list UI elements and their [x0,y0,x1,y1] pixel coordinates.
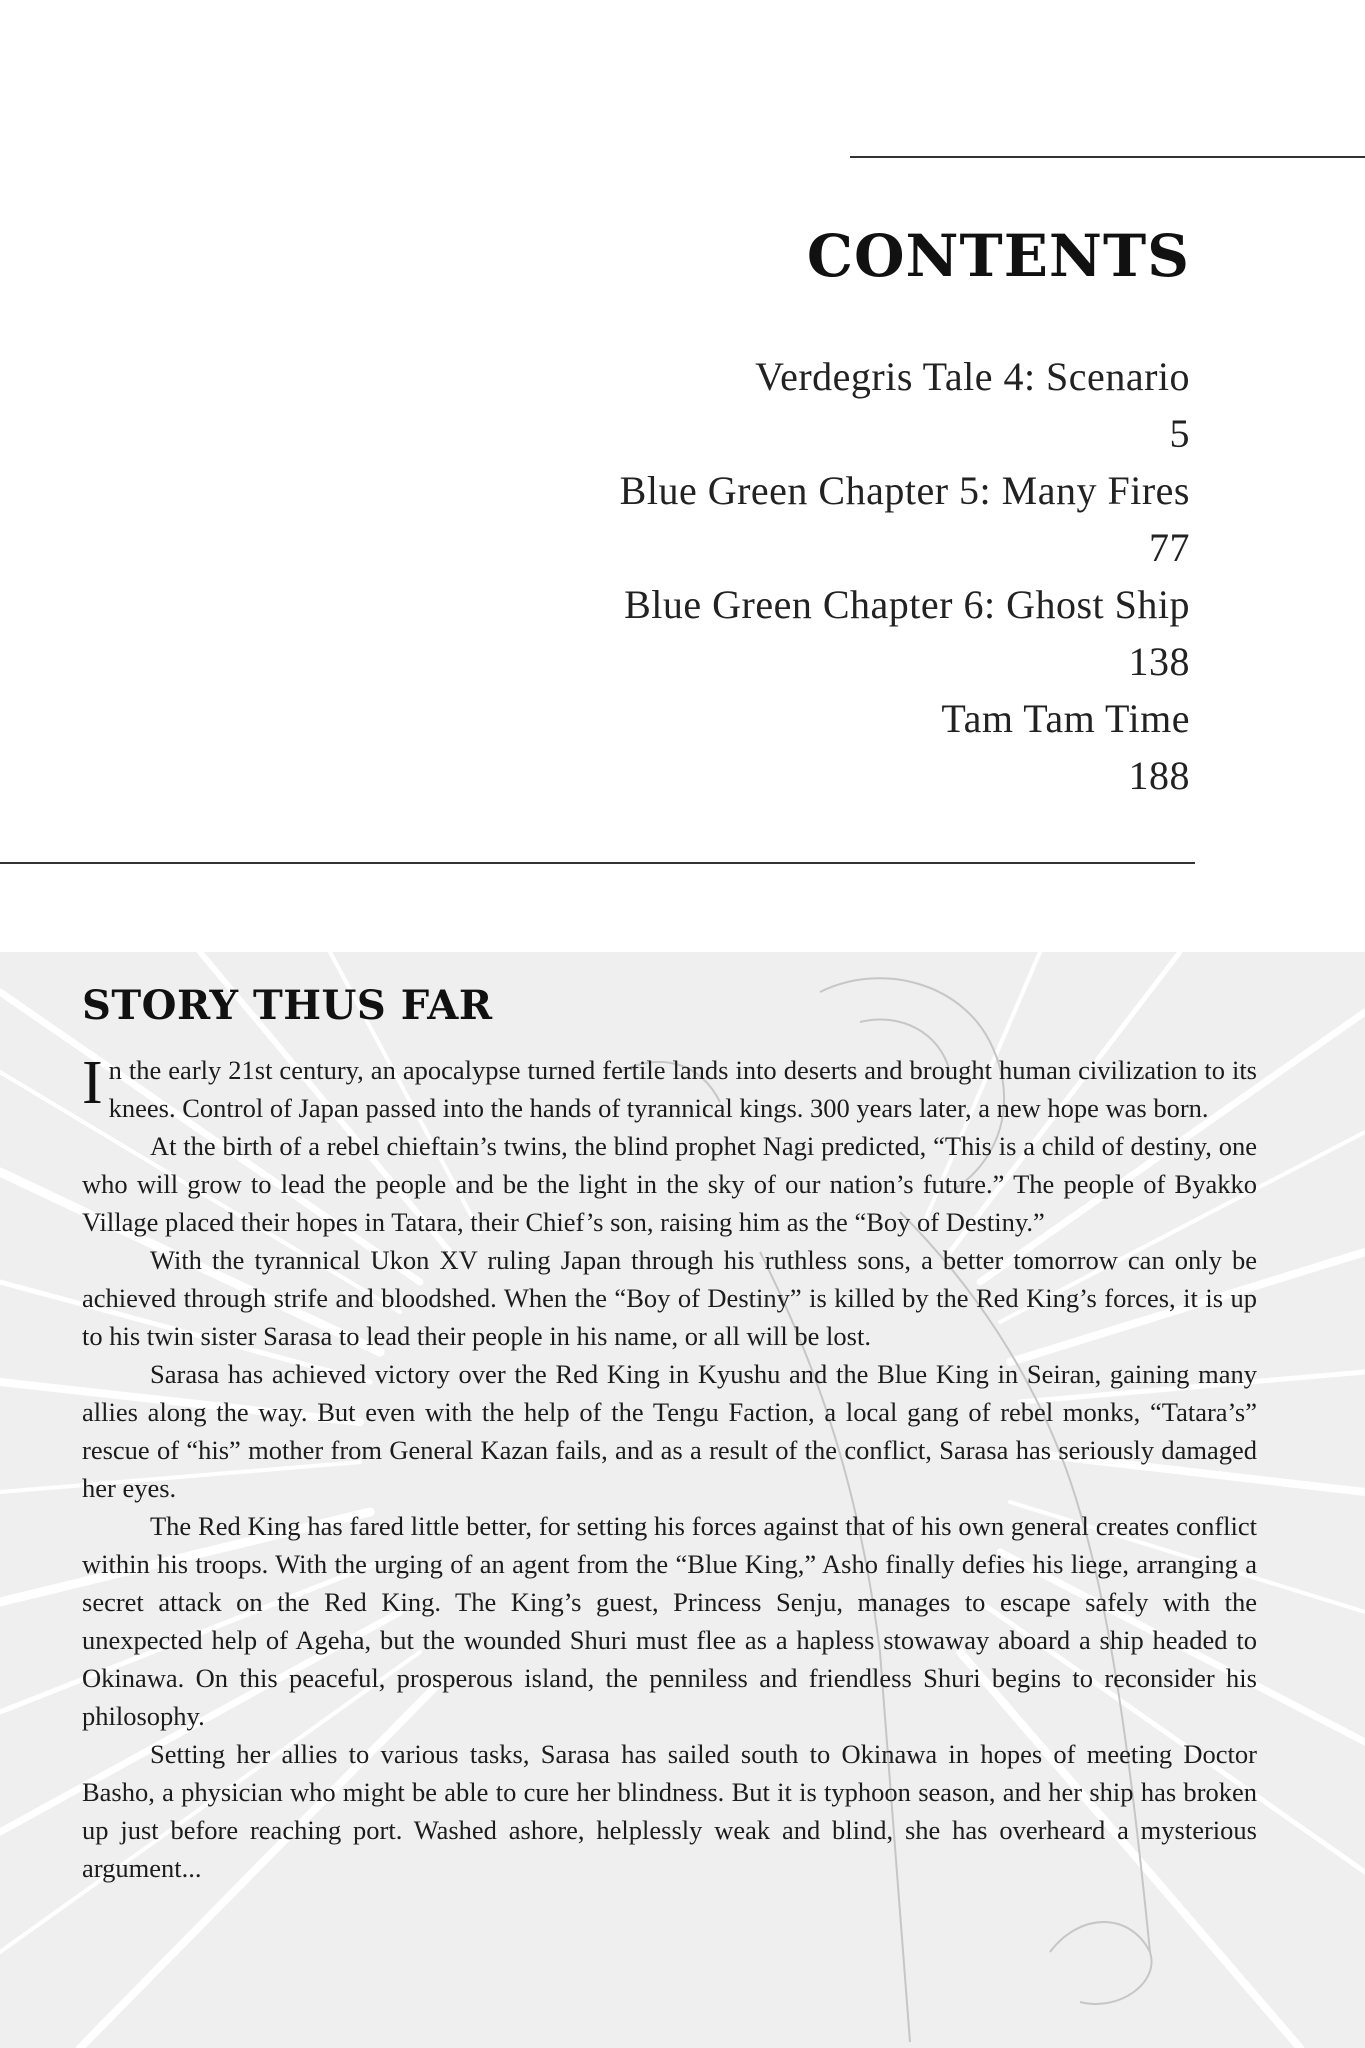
top-divider [850,156,1365,158]
story-paragraph: The Red King has fared little better, for setting his forces against that of his own general creates conflict within his troops. With the urging of an agent from the “Blue King,” Asho finally defies his liege, arranging a secret attack on the Red King. The King’s guest, Princess Senju, manages to escape safely with the unexpected help of Ageha, but the wounded Shuri must flee as a hapless stowaway aboard a ship headed to Okinawa. On this peaceful, prosperous island, the penniless and friendless Shuri begins to reconsider his philosophy. [82,1511,1257,1731]
contents-heading: CONTENTS [806,222,1190,290]
story-summary [82,982,1257,1887]
toc-entry-page: 77 [1149,525,1190,570]
story-paragraph: At the birth of a rebel chieftain’s twins, the blind prophet Nagi predicted, “This is a child of destiny, one who will grow to lead the people and be the light in the sky of our nation’s future.” The people of Byakko Village placed their hopes in Tatara, their Chief’s son, raising him as the “Boy of Destiny.” [82,1131,1257,1237]
toc-entry-title: Blue Green Chapter 6: Ghost Ship [624,582,1190,627]
toc-entry-page: 188 [1128,753,1190,798]
toc-entry[interactable] [490,576,1190,690]
toc-entry-title: Tam Tam Time [941,696,1190,741]
toc-entry[interactable] [490,690,1190,804]
toc-entry[interactable] [490,348,1190,462]
toc-entry-title: Blue Green Chapter 5: Many Fires [619,468,1190,513]
toc-entry-title: Verdegris Tale 4: Scenario [755,354,1190,399]
table-of-contents [490,348,1190,804]
toc-entry[interactable] [490,462,1190,576]
drop-cap: I [82,1049,103,1117]
toc-entry-page: 138 [1128,639,1190,684]
middle-divider [0,862,1195,864]
story-paragraph: Setting her allies to various tasks, Sarasa has sailed south to Okinawa in hopes of meeting Doctor Basho, a physician who might be able to cure her blindness. But it is typhoon season, and her ship has broken up just before reaching port. Washed ashore, helplessly weak and blind, she has overheard a mysterious argument... [82,1739,1257,1883]
story-paragraph: With the tyrannical Ukon XV ruling Japan through his ruthless sons, a better tomorrow can only be achieved through strife and bloodshed. When the “Boy of Destiny” is killed by the Red King’s forces, it is up to his twin sister Sarasa to lead their people in his name, or all will be lost. [82,1245,1257,1351]
story-heading: STORY THUS FAR [82,982,493,1029]
story-paragraph-text: n the early 21st century, an apocalypse turned fertile lands into deserts and brought human civilization to its knees. Control of Japan passed into the hands of tyrannical kings. 300 years later, a new hope was born. [108,1055,1257,1123]
toc-entry-page: 5 [1169,411,1190,456]
story-paragraph: Sarasa has achieved victory over the Red King in Kyushu and the Blue King in Seiran, gaining many allies along the way. But even with the help of the Tengu Faction, a local gang of rebel monks, “Tatara’s” rescue of “his” mother from General Kazan fails, and as a result of the conflict, Sarasa has seriously damaged her eyes. [82,1359,1257,1503]
story-paragraph [82,1051,1257,1127]
